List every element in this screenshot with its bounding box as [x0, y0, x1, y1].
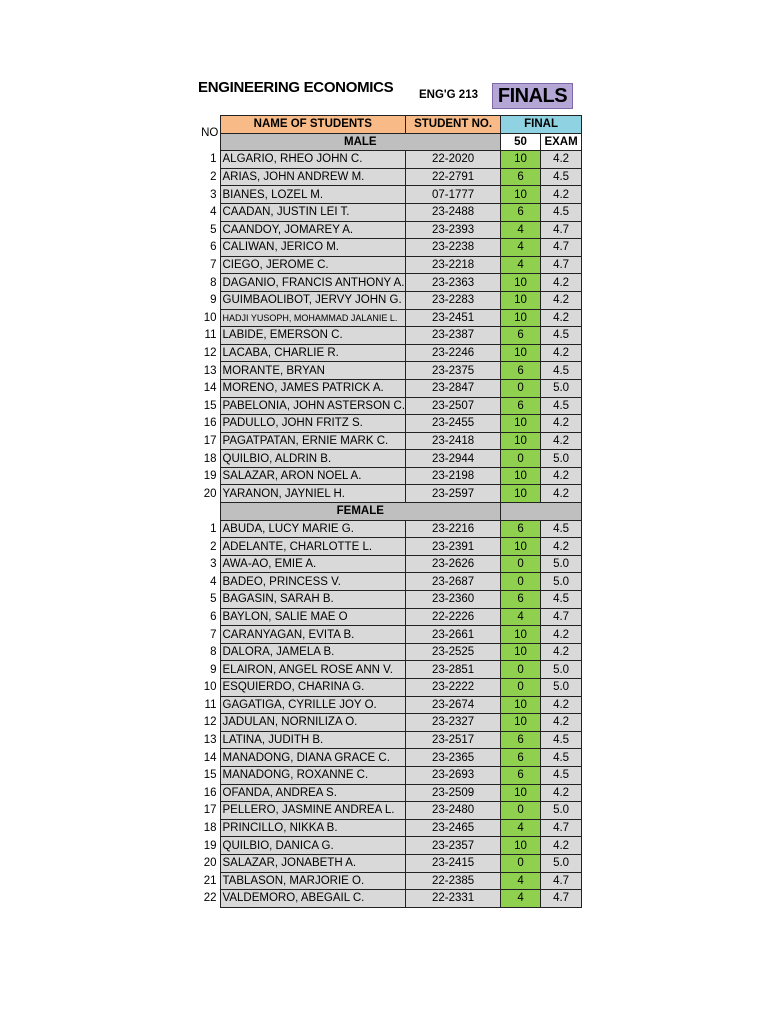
student-number: 22-2385: [406, 872, 501, 890]
exam-grade: 4.2: [541, 643, 582, 661]
table-row: [200, 256, 582, 274]
table-row: [200, 168, 582, 186]
row-number: 5: [200, 591, 220, 609]
student-name: CAANDOY, JOMAREY A.: [220, 221, 406, 239]
student-number: 23-2363: [406, 274, 501, 292]
table-row: [200, 837, 582, 855]
student-name: SALAZAR, JONABETH A.: [220, 854, 406, 872]
exam-grade: 4.2: [541, 186, 582, 204]
student-number: 23-2375: [406, 362, 501, 380]
student-number: 23-2198: [406, 467, 501, 485]
exam-grade: 5.0: [541, 555, 582, 573]
final-score: 4: [501, 819, 541, 837]
row-number: 12: [200, 714, 220, 732]
term-label: FINALS: [492, 83, 573, 109]
table-row: [200, 749, 582, 767]
student-number: 23-2851: [406, 661, 501, 679]
exam-grade: 4.5: [541, 749, 582, 767]
student-name: CAADAN, JUSTIN LEI T.: [220, 203, 406, 221]
final-score: 0: [501, 450, 541, 468]
exam-grade: 4.2: [541, 274, 582, 292]
student-number: 23-2218: [406, 256, 501, 274]
student-name: DALORA, JAMELA B.: [220, 643, 406, 661]
student-number: 07-1777: [406, 186, 501, 204]
table-row: [200, 450, 582, 468]
table-row: [200, 591, 582, 609]
exam-grade: 4.7: [541, 256, 582, 274]
student-number: 23-2455: [406, 415, 501, 433]
table-row: [200, 344, 582, 362]
table-row: [200, 415, 582, 433]
table-row: [200, 274, 582, 292]
row-number: 1: [200, 151, 220, 169]
row-number: 7: [200, 626, 220, 644]
row-number: 15: [200, 766, 220, 784]
table-row: [200, 784, 582, 802]
row-number: 6: [200, 239, 220, 257]
exam-grade: 4.2: [541, 432, 582, 450]
final-score: 6: [501, 397, 541, 415]
table-row: [200, 467, 582, 485]
table-row: [200, 696, 582, 714]
table-row: [200, 362, 582, 380]
exam-grade: 4.2: [541, 837, 582, 855]
row-number: 3: [200, 186, 220, 204]
final-score: 0: [501, 679, 541, 697]
final-score: 6: [501, 327, 541, 345]
exam-grade: 4.2: [541, 696, 582, 714]
student-number: 23-2415: [406, 854, 501, 872]
row-number: 10: [200, 679, 220, 697]
max-points-header: 50: [501, 133, 541, 151]
row-number: 14: [200, 379, 220, 397]
row-number: 6: [200, 608, 220, 626]
row-number: 17: [200, 802, 220, 820]
student-name: BAGASIN, SARAH B.: [220, 591, 406, 609]
final-score: 6: [501, 749, 541, 767]
final-score: 6: [501, 520, 541, 538]
student-number: 22-2226: [406, 608, 501, 626]
student-number: 23-2944: [406, 450, 501, 468]
student-number: 23-2283: [406, 291, 501, 309]
row-number: 19: [200, 837, 220, 855]
table-row: [200, 432, 582, 450]
table-row: [200, 520, 582, 538]
exam-grade: 4.2: [541, 344, 582, 362]
exam-grade: 4.5: [541, 591, 582, 609]
student-number: 23-2488: [406, 203, 501, 221]
row-number: 9: [200, 661, 220, 679]
student-name: GUIMBAOLIBOT, JERVY JOHN G.: [220, 291, 406, 309]
row-number: 2: [200, 538, 220, 556]
final-score: 6: [501, 203, 541, 221]
exam-grade: 4.5: [541, 731, 582, 749]
final-score: 6: [501, 168, 541, 186]
table-row: [200, 555, 582, 573]
student-number: 23-2847: [406, 379, 501, 397]
exam-grade: 4.5: [541, 766, 582, 784]
no-column-header: NO: [200, 116, 220, 151]
final-score: 6: [501, 362, 541, 380]
final-score: 0: [501, 573, 541, 591]
table-row: [200, 309, 582, 327]
student-name: MANADONG, DIANA GRACE C.: [220, 749, 406, 767]
final-score: 10: [501, 696, 541, 714]
student-name: LABIDE, EMERSON C.: [220, 327, 406, 345]
table-row: [200, 643, 582, 661]
exam-grade: 4.5: [541, 327, 582, 345]
student-name: CARANYAGAN, EVITA B.: [220, 626, 406, 644]
final-score: 10: [501, 714, 541, 732]
exam-grade: 4.7: [541, 872, 582, 890]
student-name: SALAZAR, ARON NOEL A.: [220, 467, 406, 485]
exam-grade: 5.0: [541, 802, 582, 820]
table-row: [200, 291, 582, 309]
student-number: 22-2791: [406, 168, 501, 186]
exam-grade: 4.5: [541, 520, 582, 538]
table-row: [200, 397, 582, 415]
row-number: 4: [200, 573, 220, 591]
student-name: ELAIRON, ANGEL ROSE ANN V.: [220, 661, 406, 679]
student-number: 23-2387: [406, 327, 501, 345]
final-score: 6: [501, 766, 541, 784]
blank-cell: [200, 503, 220, 521]
course-code: ENG'G 213: [419, 89, 478, 101]
exam-grade: 4.2: [541, 309, 582, 327]
student-name: ABUDA, LUCY MARIE G.: [220, 520, 406, 538]
student-name: TABLASON, MARJORIE O.: [220, 872, 406, 890]
row-number: 13: [200, 362, 220, 380]
student-number: 23-2687: [406, 573, 501, 591]
student-name: PRINCILLO, NIKKA B.: [220, 819, 406, 837]
final-score: 10: [501, 837, 541, 855]
exam-grade: 4.5: [541, 362, 582, 380]
table-row: [200, 538, 582, 556]
row-number: 9: [200, 291, 220, 309]
exam-grade: 4.7: [541, 239, 582, 257]
exam-grade: 4.2: [541, 291, 582, 309]
section-label: MALE: [220, 133, 501, 151]
table-row: [200, 854, 582, 872]
student-name: AWA-AO, EMIE A.: [220, 555, 406, 573]
final-score: 10: [501, 626, 541, 644]
section-label: FEMALE: [220, 503, 501, 521]
exam-column-header: EXAM: [541, 133, 582, 151]
student-number: 23-2222: [406, 679, 501, 697]
student-name: YARANON, JAYNIEL H.: [220, 485, 406, 503]
student-name: GAGATIGA, CYRILLE JOY O.: [220, 696, 406, 714]
row-number: 20: [200, 854, 220, 872]
row-number: 21: [200, 872, 220, 890]
exam-grade: 4.7: [541, 221, 582, 239]
exam-grade: 4.7: [541, 890, 582, 908]
row-number: 11: [200, 327, 220, 345]
student-name: LATINA, JUDITH B.: [220, 731, 406, 749]
student-number: 23-2451: [406, 309, 501, 327]
table-row: [200, 203, 582, 221]
exam-grade: 4.5: [541, 397, 582, 415]
final-score: 10: [501, 784, 541, 802]
student-number: 23-2360: [406, 591, 501, 609]
final-score: 0: [501, 661, 541, 679]
student-name: OFANDA, ANDREA S.: [220, 784, 406, 802]
table-row: [200, 872, 582, 890]
student-name: PELLERO, JASMINE ANDREA L.: [220, 802, 406, 820]
row-number: 15: [200, 397, 220, 415]
student-name: MORANTE, BRYAN: [220, 362, 406, 380]
table-row: [200, 626, 582, 644]
row-number: 14: [200, 749, 220, 767]
student-number: 23-2525: [406, 643, 501, 661]
student-name: PAGATPATAN, ERNIE MARK C.: [220, 432, 406, 450]
final-score: 10: [501, 432, 541, 450]
student-name: ARIAS, JOHN ANDREW M.: [220, 168, 406, 186]
student-name: ALGARIO, RHEO JOHN C.: [220, 151, 406, 169]
student-number: 23-2327: [406, 714, 501, 732]
table-row: [200, 379, 582, 397]
student-name: QUILBIO, ALDRIN B.: [220, 450, 406, 468]
student-name: HADJI YUSOPH, MOHAMMAD JALANIE L.: [220, 309, 406, 327]
row-number: 3: [200, 555, 220, 573]
grade-table: [200, 115, 582, 908]
name-column-header: NAME OF STUDENTS: [220, 116, 406, 134]
row-number: 18: [200, 819, 220, 837]
final-score: 0: [501, 555, 541, 573]
row-number: 18: [200, 450, 220, 468]
student-name: VALDEMORO, ABEGAIL C.: [220, 890, 406, 908]
row-number: 10: [200, 309, 220, 327]
exam-grade: 4.2: [541, 714, 582, 732]
final-score: 4: [501, 239, 541, 257]
student-name: PABELONIA, JOHN ASTERSON C.: [220, 397, 406, 415]
student-name: BAYLON, SALIE MAE O: [220, 608, 406, 626]
final-score: 0: [501, 854, 541, 872]
student-name: CIEGO, JEROME C.: [220, 256, 406, 274]
student-number: 23-2480: [406, 802, 501, 820]
table-row: [200, 608, 582, 626]
table-row: [200, 802, 582, 820]
row-number: 4: [200, 203, 220, 221]
exam-grade: 5.0: [541, 679, 582, 697]
row-number: 20: [200, 485, 220, 503]
final-score: 10: [501, 291, 541, 309]
exam-grade: 4.2: [541, 784, 582, 802]
final-score: 0: [501, 802, 541, 820]
final-score: 10: [501, 151, 541, 169]
row-number: 8: [200, 643, 220, 661]
row-number: 5: [200, 221, 220, 239]
exam-grade: 4.2: [541, 467, 582, 485]
student-number: 22-2020: [406, 151, 501, 169]
student-number: 23-2238: [406, 239, 501, 257]
final-score: 10: [501, 344, 541, 362]
student-number: 23-2365: [406, 749, 501, 767]
student-name: DAGANIO, FRANCIS ANTHONY A.: [220, 274, 406, 292]
final-score: 4: [501, 890, 541, 908]
table-row: [200, 714, 582, 732]
student-number: 23-2509: [406, 784, 501, 802]
row-number: 13: [200, 731, 220, 749]
row-number: 11: [200, 696, 220, 714]
final-score: 10: [501, 309, 541, 327]
exam-grade: 5.0: [541, 661, 582, 679]
student-number: 23-2626: [406, 555, 501, 573]
student-name: JADULAN, NORNILIZA O.: [220, 714, 406, 732]
student-no-column-header: STUDENT NO.: [406, 116, 501, 134]
student-number: 23-2674: [406, 696, 501, 714]
exam-grade: 4.2: [541, 538, 582, 556]
table-row: [200, 239, 582, 257]
final-score: 10: [501, 538, 541, 556]
table-row: [200, 327, 582, 345]
student-number: 23-2693: [406, 766, 501, 784]
exam-grade: 4.7: [541, 819, 582, 837]
final-score: 10: [501, 186, 541, 204]
student-name: BADEO, PRINCESS V.: [220, 573, 406, 591]
student-name: ESQUIERDO, CHARINA G.: [220, 679, 406, 697]
row-number: 17: [200, 432, 220, 450]
student-number: 23-2465: [406, 819, 501, 837]
final-score: 6: [501, 731, 541, 749]
student-number: 23-2661: [406, 626, 501, 644]
sheet-title: ENGINEERING ECONOMICS: [198, 79, 394, 96]
final-score: 6: [501, 591, 541, 609]
final-score: 10: [501, 415, 541, 433]
exam-grade: 4.7: [541, 608, 582, 626]
student-name: QUILBIO, DANICA G.: [220, 837, 406, 855]
table-row: [200, 186, 582, 204]
student-number: 23-2597: [406, 485, 501, 503]
exam-grade: 5.0: [541, 854, 582, 872]
student-name: MORENO, JAMES PATRICK A.: [220, 379, 406, 397]
final-score: 4: [501, 608, 541, 626]
table-row: [200, 679, 582, 697]
exam-grade: 4.2: [541, 485, 582, 503]
exam-grade: 4.5: [541, 168, 582, 186]
student-name: MANADONG, ROXANNE C.: [220, 766, 406, 784]
student-name: BIANES, LOZEL M.: [220, 186, 406, 204]
table-row: [200, 485, 582, 503]
final-score: 4: [501, 221, 541, 239]
final-score: 0: [501, 379, 541, 397]
row-number: 7: [200, 256, 220, 274]
row-number: 19: [200, 467, 220, 485]
table-row: [200, 573, 582, 591]
exam-grade: 5.0: [541, 379, 582, 397]
final-score: 10: [501, 485, 541, 503]
student-name: CALIWAN, JERICO M.: [220, 239, 406, 257]
final-score: 10: [501, 467, 541, 485]
table-row: [200, 151, 582, 169]
row-number: 22: [200, 890, 220, 908]
exam-grade: 4.2: [541, 151, 582, 169]
table-row: [200, 890, 582, 908]
final-score: 10: [501, 643, 541, 661]
row-number: 8: [200, 274, 220, 292]
table-row: [200, 661, 582, 679]
student-number: 23-2517: [406, 731, 501, 749]
exam-grade: 5.0: [541, 573, 582, 591]
exam-grade: 4.5: [541, 203, 582, 221]
student-number: 23-2418: [406, 432, 501, 450]
student-number: 22-2331: [406, 890, 501, 908]
exam-grade: 4.2: [541, 415, 582, 433]
student-number: 23-2507: [406, 397, 501, 415]
header-row: [200, 116, 582, 134]
student-number: 23-2357: [406, 837, 501, 855]
row-number: 12: [200, 344, 220, 362]
final-score: 10: [501, 274, 541, 292]
table-row: [200, 819, 582, 837]
section-fill: [501, 503, 582, 521]
table-row: [200, 766, 582, 784]
final-score: 4: [501, 256, 541, 274]
student-number: 23-2216: [406, 520, 501, 538]
final-score: 4: [501, 872, 541, 890]
row-number: 16: [200, 784, 220, 802]
exam-grade: 5.0: [541, 450, 582, 468]
row-number: 1: [200, 520, 220, 538]
row-number: 2: [200, 168, 220, 186]
student-number: 23-2391: [406, 538, 501, 556]
student-name: PADULLO, JOHN FRITZ S.: [220, 415, 406, 433]
section-row: [200, 133, 582, 151]
table-row: [200, 731, 582, 749]
exam-grade: 4.2: [541, 626, 582, 644]
row-number: 16: [200, 415, 220, 433]
student-name: LACABA, CHARLIE R.: [220, 344, 406, 362]
student-name: ADELANTE, CHARLOTTE L.: [220, 538, 406, 556]
table-row: [200, 221, 582, 239]
student-number: 23-2246: [406, 344, 501, 362]
section-row: [200, 503, 582, 521]
student-number: 23-2393: [406, 221, 501, 239]
final-column-header: FINAL: [501, 116, 582, 134]
